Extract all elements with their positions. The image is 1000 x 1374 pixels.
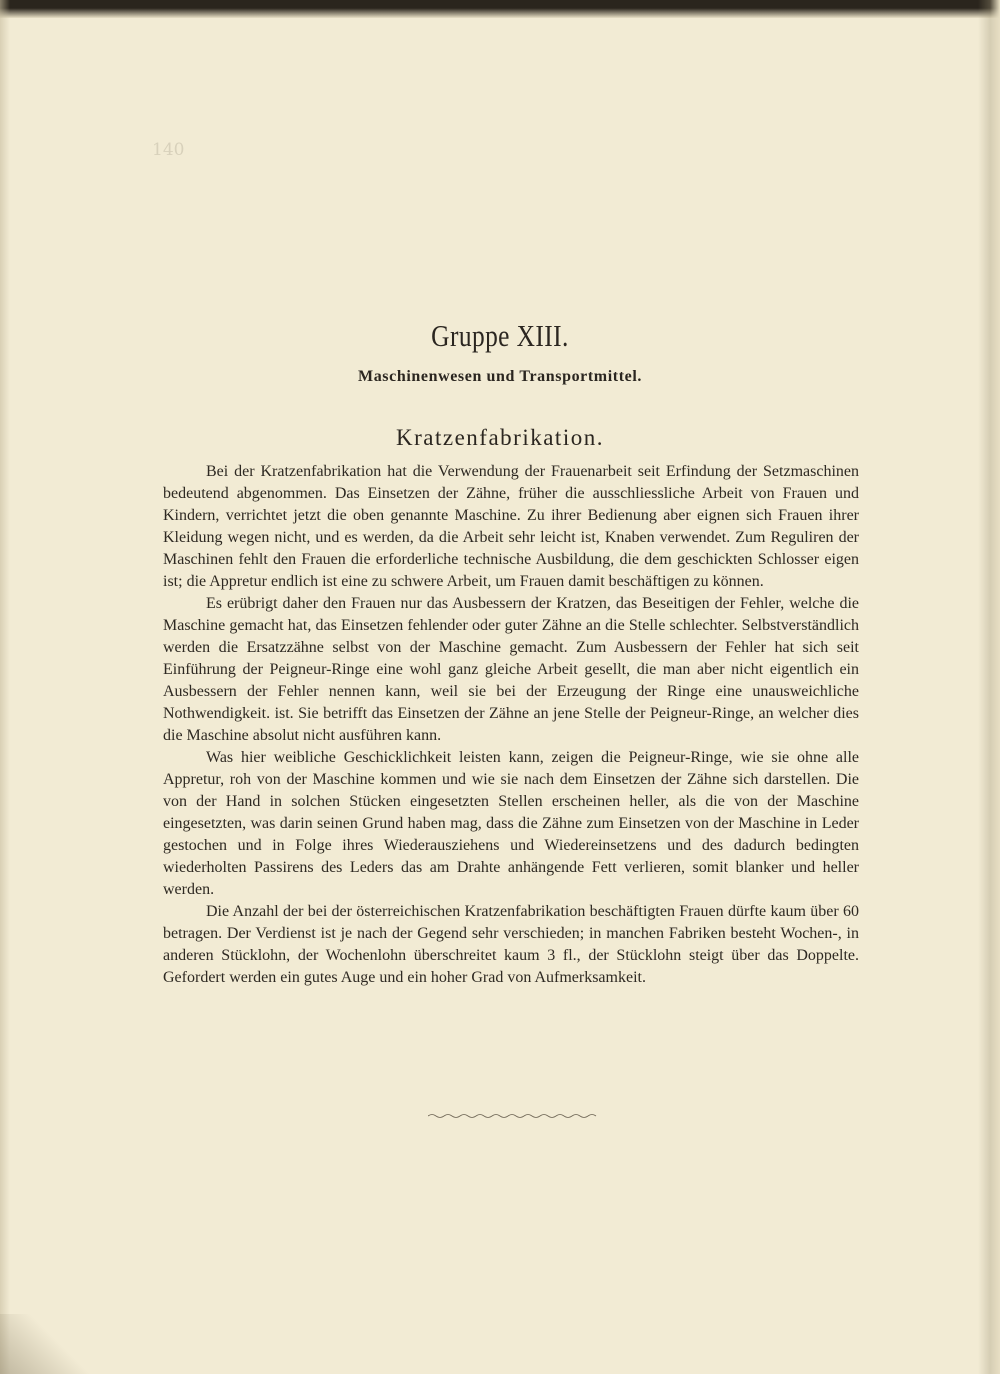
paragraph: Was hier weibliche Geschicklichkeit leisten kann, zeigen die Peigneur-Ringe, wie sie ohne alle Appretur, roh von der Maschine kommen und wie sie nach dem Einsetzen der Zähne sich darstellen. Die von der Hand in solchen Stücken eingesetzten Stellen erscheinen heller, als die von der Maschine eingesetzten, was darin seinen Grund haben mag, dass die Zähne zum Einsetzen von der Maschine in Leder gestochen und in Folge ihres Wiederausziehens und Wiedereinsetzens und des dadurch bedingten wiederholten Passirens des Leders das am Drahte anhängende Fett verlieren, somit blanker und heller werden. [163, 749, 859, 898]
group-title: Gruppe XIII. [431, 318, 569, 353]
paragraph: Es erübrigt daher den Frauen nur das Ausbessern der Kratzen, das Beseitigen der Fehler, welche die Maschine gemacht hat, das Einsetzen fehlender oder guter Zähne an die Stelle schlechter. Selbstverständlich werden die Ersatzzähne selbst von der Maschine gemacht. Zum Ausbessern der Fehler hat sich seit Einführung der Peigneur-Ringe eine wohl ganz gleiche Arbeit gesellt, die man aber nicht eigentlich ein Ausbessern der Fehler nennen kann, weil sie bei der Erzeugung der Ringe eine unausweichliche Nothwendigkeit. ist. Sie betrifft das Einsetzen der Zähne an jene Stelle der Peigneur-Ringe, an welcher dies die Maschine absolut nicht ausführen kann. [163, 595, 859, 744]
article-title: Kratzenfabrikation. [396, 425, 604, 450]
paragraph: Bei der Kratzenfabrikation hat die Verwendung der Frauenarbeit seit Erfindung der Setzmaschinen bedeutend abgenommen. Das Einsetzen der Zähne, früher die ausschliessliche Arbeit von Frauen und Kindern, verrichtet jetzt die oben genannte Maschine. Zu ihrer Bedienung aber eignen sich Frauen ihrer Kleidung wegen nicht, und es werden, da die Arbeit sehr leicht ist, Knaben verwendet. Zum Reguliren der Maschinen fehlt den Frauen die erforderliche technische Ausbildung, die dem geschickten Schlosser eigen ist; die Appretur endlich ist eine zu schwere Arbeit, um Frauen damit beschäftigen zu können. [163, 463, 859, 590]
page-top-edge [0, 0, 1000, 18]
page-corner-wear [0, 1314, 90, 1374]
section-subtitle: Maschinenwesen und Transportmittel. [358, 368, 642, 385]
paragraph: Die Anzahl der bei der österreichischen Kratzenfabrikation beschäftigten Frauen dürfte kaum über 60 betragen. Der Verdienst ist je nach der Gegend sehr verschieden; in manchen Fabriken besteht Wochen-, in anderen Stücklohn, der Wochenlohn überschreitet kaum 3 fl., der Stücklohn steigt über das Doppelte. Gefordert werden ein gutes Auge und ein hoher Grad von Aufmerksamkeit. [163, 903, 859, 986]
ornamental-divider [428, 1113, 598, 1119]
page-right-edge [978, 0, 1000, 1374]
show-through-page-number: 140 [152, 140, 185, 160]
article-body [163, 461, 859, 989]
page-left-edge [0, 0, 10, 1374]
